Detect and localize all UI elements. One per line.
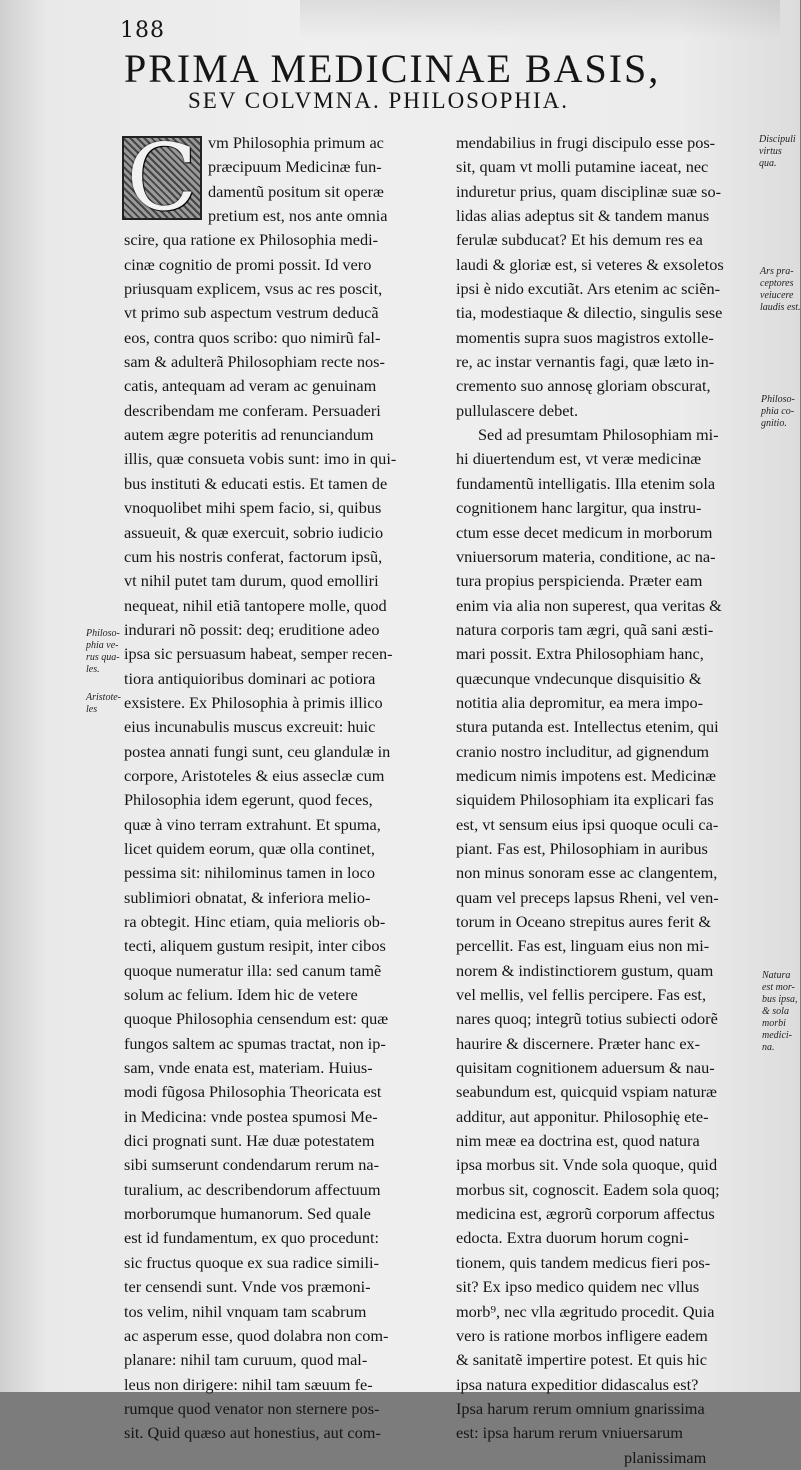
text-line: momentis supra suos magistros extolle- xyxy=(456,327,714,347)
text-line: quoque numeratur illa: sed canum tamẽ xyxy=(124,960,382,980)
text-line: damentũ positum sit operæ xyxy=(208,181,384,201)
text-line: quisitam cognitionem aduersum & nau- xyxy=(456,1058,715,1078)
text-line: modi fũgosa Philosophia Theoricata est xyxy=(124,1082,382,1102)
margin-note-line: qua. xyxy=(759,158,777,169)
text-line: corpore, Aristoteles & eius asseclæ cum xyxy=(124,765,385,785)
text-line: vt nihil putet tam durum, quod emolliri xyxy=(124,571,379,591)
text-line: cognitionem hanc largitur, qua instru- xyxy=(456,498,702,518)
text-line: ferulæ subducat? Et his demum res ea xyxy=(456,230,703,250)
text-line: nequeat, nihil etiã tantopere molle, quod xyxy=(124,595,387,615)
text-line: re, ac instar vernantis fagi, quæ læto in- xyxy=(456,352,715,372)
text-line: vt primo sub aspectum vestrum deducã xyxy=(124,303,379,323)
text-line: morb⁹, nec vlla ægritudo procedit. Quia xyxy=(456,1301,715,1321)
text-line: cum his nostris conferat, factorum ipsũ, xyxy=(124,546,383,566)
text-line: autem ægre poteritis ad renunciandum xyxy=(124,425,374,445)
text-line: hi diuertendum est, vt veræ medicinæ xyxy=(456,449,702,469)
bleed-through-shadow xyxy=(300,0,780,40)
margin-note-line: Discipuli xyxy=(759,134,796,145)
text-line: enim via alia non superest, qua veritas & xyxy=(456,595,722,615)
page-title: PRIMA MEDICINAE BASIS, xyxy=(124,46,661,91)
text-line: rumque quod venator non sternere pos- xyxy=(124,1398,380,1418)
margin-note-line: laudis est. xyxy=(760,302,801,313)
margin-note-line: Ars pra- xyxy=(760,266,794,277)
text-line: fungos saltem ac spumas tractat, non ip- xyxy=(124,1033,386,1053)
text-line: assueuit, & quæ exercuit, sobrio iudicio xyxy=(124,522,384,542)
text-line: ter censendi sunt. Vnde vos præmoni- xyxy=(124,1277,371,1297)
text-line: illis, quæ consueta vobis sunt: imo in qui- xyxy=(124,449,397,469)
text-line: dici prognati sunt. Hæ duæ potestatem xyxy=(124,1131,375,1151)
text-line: cranio nostro includitur, ad gignendum xyxy=(456,741,710,761)
margin-note-line: les. xyxy=(86,664,100,675)
text-line: sam & adulterã Philosophiam recte nos- xyxy=(124,352,385,372)
text-line: tura propius perspicienda. Præter eam xyxy=(456,571,703,591)
text-line: tionem, quis tandem medicus fieri pos- xyxy=(456,1252,711,1272)
text-line: ipsi è nido excutiãt. Ars etenim ac sciẽn- xyxy=(456,279,721,299)
text-line: fundamentũ intelligatis. Illa etenim sola xyxy=(456,473,716,493)
text-line: morbus sit, cognoscit. Eadem sola quoq; xyxy=(456,1179,720,1199)
text-line: quæ à vino terram extrahunt. Et spuma, xyxy=(124,814,381,834)
margin-note-line: rus qua- xyxy=(86,652,120,663)
text-line: stura putanda est. Intellectus etenim, qui xyxy=(456,717,719,737)
text-line: vero is ratione morbos infligere eadem xyxy=(456,1325,708,1345)
page-subtitle: SEV COLVMNA. PHILOSOPHIA. xyxy=(188,88,569,113)
text-line: sibi sumserunt condendarum rerum na- xyxy=(124,1155,380,1175)
text-line: vnoquolibet mihi spem facio, si, quibus xyxy=(124,498,382,518)
text-line: eius incunabulis muscus excreuit: huic xyxy=(124,717,376,737)
text-line: bus instituti & educati estis. Et tamen de xyxy=(124,473,388,493)
margin-note-line: les xyxy=(86,704,98,715)
text-line: Sed ad presumtam Philosophiam mi- xyxy=(478,425,719,445)
text-line: notitia alia depromitur, ea mera impo- xyxy=(456,692,704,712)
text-line: postea annati fungi sunt, ceu glandulæ in xyxy=(124,741,391,761)
text-line: indurari nõ possit: deq; eruditione adeo xyxy=(124,619,380,639)
initial-letter: C xyxy=(126,124,198,231)
text-line: vel mellis, vel fellis percipere. Fas est, xyxy=(456,985,707,1005)
text-line: tiora antiquioribus dominari ac potiora xyxy=(124,668,376,688)
text-line: tia, modestiaque & dilectio, singulis sese xyxy=(456,303,723,323)
margin-note-line: ceptores xyxy=(760,278,794,289)
text-line: quæcunque vndecunque disquisitio & xyxy=(456,668,702,688)
right-text-column xyxy=(456,131,756,1470)
margin-note-line: bus ipsa, xyxy=(762,994,798,1005)
text-line: scire, qua ratione ex Philosophia medi- xyxy=(124,230,379,250)
text-line: pullulascere debet. xyxy=(456,400,579,420)
text-line: ctum esse decet medicum in morborum xyxy=(456,522,713,542)
text-line: non minus sonoram esse ac clangentem, xyxy=(456,863,718,883)
margin-note-line: gnitio. xyxy=(761,418,787,429)
text-line: est: ipsa harum rerum vniuersarum xyxy=(456,1423,683,1443)
text-line: sit, quam vt molli putamine iaceat, nec xyxy=(456,157,709,177)
margin-note-ars xyxy=(760,266,801,314)
margin-note-line: na. xyxy=(762,1042,775,1053)
text-line: nim meæ ea doctrina est, quod natura xyxy=(456,1131,700,1151)
margin-note-line: phia ve- xyxy=(86,640,119,651)
margin-note-line: virtus xyxy=(759,146,782,157)
page-number: 188 xyxy=(120,18,165,43)
text-line: est id fundamentum, ex quo procedunt: xyxy=(124,1228,380,1248)
left-text-column xyxy=(124,131,446,1446)
text-line: seabundum est, quicquid vspiam naturæ xyxy=(456,1082,717,1102)
text-line: Philosophia idem egerunt, quod feces, xyxy=(124,790,373,810)
margin-note-line: morbi xyxy=(762,1018,786,1029)
text-line: ac asperum esse, quod dolabra non com- xyxy=(124,1325,389,1345)
text-line: piant. Fas est, Philosophiam in auribus xyxy=(456,838,708,858)
text-line: sam, vnde enata est, materiam. Huius- xyxy=(124,1058,373,1078)
margin-note-line: veiucere xyxy=(760,290,794,301)
text-line: lidas alias adeptus sit & tandem manus xyxy=(456,206,710,226)
text-line: planissimam xyxy=(624,1447,707,1467)
text-line: eos, contra quos scribo: quo nimirũ fal- xyxy=(124,327,381,347)
margin-note-natura xyxy=(762,970,798,1054)
margin-note-line: medici- xyxy=(762,1030,792,1041)
margin-note-line: Aristote- xyxy=(86,692,121,703)
text-line: sit? Ex ipso medico quidem nec vllus xyxy=(456,1277,700,1297)
text-line: haurire & discernere. Præter hanc ex- xyxy=(456,1033,701,1053)
text-line: sic fructus quoque ex sua radice simili- xyxy=(124,1252,379,1272)
text-line: tos velim, nihil vnquam tam scabrum xyxy=(124,1301,367,1321)
text-line: percellit. Fas est, linguam eius non mi- xyxy=(456,936,710,956)
text-line: medicum nimis impotens est. Medicinæ xyxy=(456,765,717,785)
text-line: induretur prius, quam disciplinæ suæ so- xyxy=(456,181,722,201)
text-line: & sanitatẽ impertire potest. Et quis hic xyxy=(456,1350,707,1370)
text-line: torum in Oceano strepitus aures ferit & xyxy=(456,912,711,931)
text-line: catis, antequam ad veram ac genuinam xyxy=(124,376,377,396)
text-line: tecti, aliquem gustum resipit, inter cibos xyxy=(124,936,386,956)
text-line: mendabilius in frugi discipulo esse pos- xyxy=(456,133,716,152)
text-line: quoque Philosophia censendum est: quæ xyxy=(124,1009,389,1029)
text-line: ipsa sic persuasum habeat, semper recen- xyxy=(124,644,393,664)
text-line: solum ac felium. Idem hic de vetere xyxy=(124,985,358,1005)
text-line: laudi & gloriæ est, si veteres & exsoletos xyxy=(456,254,724,274)
margin-note-philosophia-cognitio xyxy=(761,394,795,430)
text-line: vm Philosophia primum ac xyxy=(208,133,384,152)
text-line: planare: nihil tam curuum, quod mal- xyxy=(124,1350,368,1370)
text-line: cremento suo annosę gloriam obscurat, xyxy=(456,376,711,396)
text-line: leus non dirigere: nihil tam sæuum fe- xyxy=(124,1374,373,1394)
margin-note-line: Natura xyxy=(762,970,791,981)
text-line: edocta. Extra duorum horum cogni- xyxy=(456,1228,689,1248)
text-line: priusquam explicem, vsus ac res poscit, xyxy=(124,279,383,299)
text-line: ra obtegit. Hinc etiam, quia melioris ob- xyxy=(124,912,386,931)
text-line: additur, aut apponitur. Philosophię ete- xyxy=(456,1106,709,1126)
text-line: licet quidem eorum, quæ olla continet, xyxy=(124,838,375,858)
text-line: siquidem Philosophiam ita explicari fas xyxy=(456,790,714,810)
text-line: sit. Quid quæso aut honestius, aut com- xyxy=(124,1423,381,1443)
margin-note-discipuli xyxy=(759,134,796,170)
text-line: norem & indistinctiorem gustum, quam xyxy=(456,960,714,980)
text-line: vniuersorum materia, conditione, ac na- xyxy=(456,546,716,566)
text-line: exsistere. Ex Philosophia à primis illico xyxy=(124,692,383,712)
margin-note-line: Philoso- xyxy=(86,628,120,639)
text-line: ipsa natura expeditior didascalus est? xyxy=(456,1374,699,1394)
margin-note-line: est mor- xyxy=(762,982,795,993)
text-line: in Medicina: vnde postea spumosi Me- xyxy=(124,1106,378,1126)
text-line: medicina est, ægrorũ corporum affectus xyxy=(456,1204,715,1224)
margin-note-philosophia-veterum xyxy=(86,628,120,676)
text-line: ipsa morbus sit. Vnde sola quoque, quid xyxy=(456,1155,718,1175)
margin-note-line: phia co- xyxy=(761,406,795,417)
text-line: describendam me conferam. Persuaderi xyxy=(124,400,381,420)
text-line: cinæ cognitio de promi possit. Id vero xyxy=(124,254,372,274)
text-line: sublimiori obnatat, & inferiora melio- xyxy=(124,887,371,907)
text-line: mari possit. Extra Philosophiam hanc, xyxy=(456,644,704,664)
text-line: natura corporis tam ægri, quã sani æsti- xyxy=(456,619,714,639)
margin-note-aristoteles xyxy=(86,692,121,716)
text-line: pretium est, nos ante omnia xyxy=(208,206,388,226)
margin-note-line: & sola xyxy=(762,1006,789,1017)
margin-note-line: Philoso- xyxy=(761,394,795,405)
text-line: quam vel preceps lapsus Rheni, vel ven- xyxy=(456,887,719,907)
text-line: præcipuum Medicinæ fun- xyxy=(208,157,382,177)
text-line: morborumque humanorum. Sed quale xyxy=(124,1204,371,1224)
text-line: nares quoq; integrũ totius subiecti odorẽ xyxy=(456,1009,718,1029)
text-line: pessima sit: nihilominus tamen in loco xyxy=(124,863,375,883)
text-line: Ipsa harum rerum omnium gnarissima xyxy=(456,1398,705,1418)
text-line: est, vt sensum eius ipsi quoque oculi ca- xyxy=(456,814,719,834)
text-line: turalium, ac describendorum affectuum xyxy=(124,1179,381,1199)
